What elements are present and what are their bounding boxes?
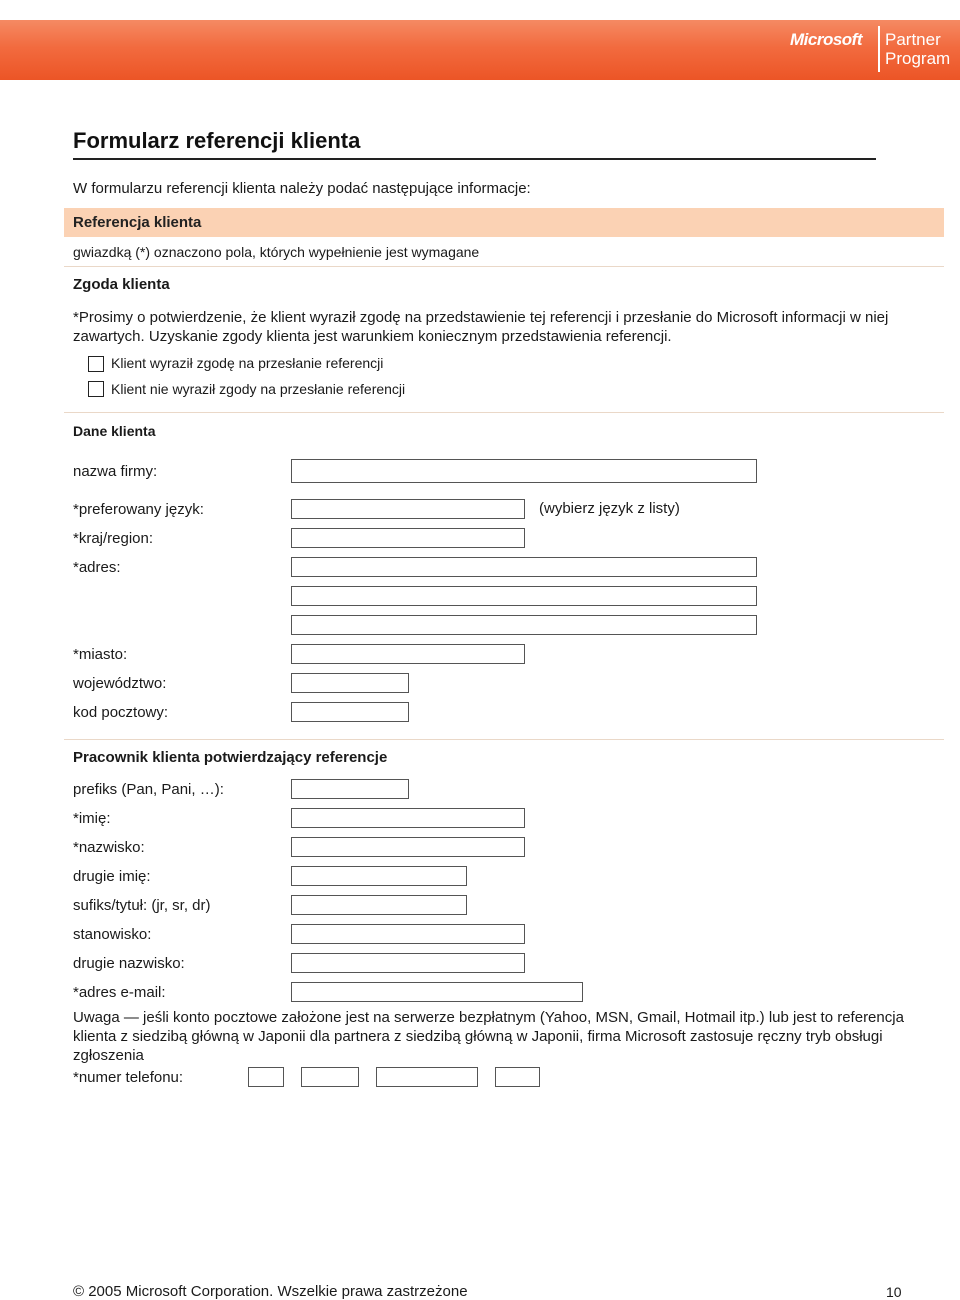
province-label: województwo:	[73, 675, 167, 692]
microsoft-logo: Microsoft	[790, 30, 862, 49]
consent-yes-label: Klient wyraził zgodę na przesłanie referencji	[111, 355, 384, 371]
consent-yes-checkbox[interactable]	[88, 356, 104, 372]
consent-no-checkbox[interactable]	[88, 381, 104, 397]
section-heading-contact: Pracownik klienta potwierdzający referencje	[73, 749, 388, 766]
section-heading-reference: Referencja klienta	[73, 214, 202, 231]
postal-input[interactable]	[291, 702, 409, 722]
logo-separator	[878, 26, 880, 72]
phone-number-input[interactable]	[376, 1067, 478, 1087]
suffix-input[interactable]	[291, 895, 467, 915]
country-label: *kraj/region:	[73, 530, 154, 547]
middle-name-input[interactable]	[291, 866, 467, 886]
page-title: Formularz referencji klienta	[73, 128, 361, 153]
intro-text: W formularzu referencji klienta należy podać następujące informacje:	[73, 180, 531, 197]
last-name-label: *nazwisko:	[73, 839, 145, 856]
email-label: *adres e-mail:	[73, 984, 166, 1001]
language-label: *preferowany język:	[73, 501, 204, 518]
section-heading-consent: Zgoda klienta	[73, 276, 170, 293]
program-line-1: Partner	[885, 30, 941, 49]
city-label: *miasto:	[73, 646, 128, 663]
email-note: Uwaga — jeśli konto pocztowe założone jest na serwerze bezpłatnym (Yahoo, MSN, Gmail, Hotmail itp.) lub jest to referencja klienta z siedzibą główną w Japonii dla partnera z siedzibą główną w Japonii, firma Microsoft zastosuje ręczny tryb obsługi zgłoszenia	[73, 1009, 904, 1064]
address-line-1-input[interactable]	[291, 557, 757, 577]
section-heading-customer: Dane klienta	[73, 423, 156, 439]
email-input[interactable]	[291, 982, 583, 1002]
prefix-label: prefiks (Pan, Pani, …):	[73, 781, 224, 798]
company-label: nazwa firmy:	[73, 463, 158, 480]
language-select[interactable]	[291, 499, 525, 519]
job-title-input[interactable]	[291, 924, 525, 944]
suffix-label: sufiks/tytuł: (jr, sr, dr)	[73, 897, 211, 914]
province-input[interactable]	[291, 673, 409, 693]
consent-text: *Prosimy o potwierdzenie, że klient wyraził zgodę na przedstawienie tej referencji i przesłanie do Microsoft informacji w niej zawartych. Uzyskanie zgody klienta jest warunkiem koniecznym przedstawienia referencji.	[73, 309, 889, 345]
required-note: gwiazdką (*) oznaczono pola, których wypełnienie jest wymagane	[73, 244, 480, 260]
language-hint: (wybierz język z listy)	[539, 500, 680, 517]
divider	[64, 739, 944, 740]
page-number: 10	[886, 1284, 902, 1300]
prefix-input[interactable]	[291, 779, 409, 799]
consent-no-label: Klient nie wyraził zgody na przesłanie referencji	[111, 381, 406, 397]
last-name-input[interactable]	[291, 837, 525, 857]
middle-name-label: drugie imię:	[73, 868, 151, 885]
program-line-2: Program	[885, 49, 951, 68]
copyright-text: © 2005 Microsoft Corporation. Wszelkie prawa zastrzeżone	[73, 1283, 468, 1300]
country-input[interactable]	[291, 528, 525, 548]
phone-extension-input[interactable]	[495, 1067, 540, 1087]
address-line-3-input[interactable]	[291, 615, 757, 635]
address-line-2-input[interactable]	[291, 586, 757, 606]
second-last-name-label: drugie nazwisko:	[73, 955, 185, 972]
divider	[64, 412, 944, 413]
city-input[interactable]	[291, 644, 525, 664]
partner-program-logo	[885, 30, 950, 68]
address-label: *adres:	[73, 559, 121, 576]
divider	[64, 266, 944, 267]
header-band	[0, 20, 960, 80]
postal-label: kod pocztowy:	[73, 704, 169, 721]
phone-label: *numer telefonu:	[73, 1069, 184, 1086]
phone-country-code-input[interactable]	[248, 1067, 284, 1087]
job-title-label: stanowisko:	[73, 926, 152, 943]
second-last-name-input[interactable]	[291, 953, 525, 973]
first-name-label: *imię:	[73, 810, 111, 827]
first-name-input[interactable]	[291, 808, 525, 828]
phone-area-code-input[interactable]	[301, 1067, 359, 1087]
company-input[interactable]	[291, 459, 757, 483]
title-divider	[73, 158, 876, 160]
